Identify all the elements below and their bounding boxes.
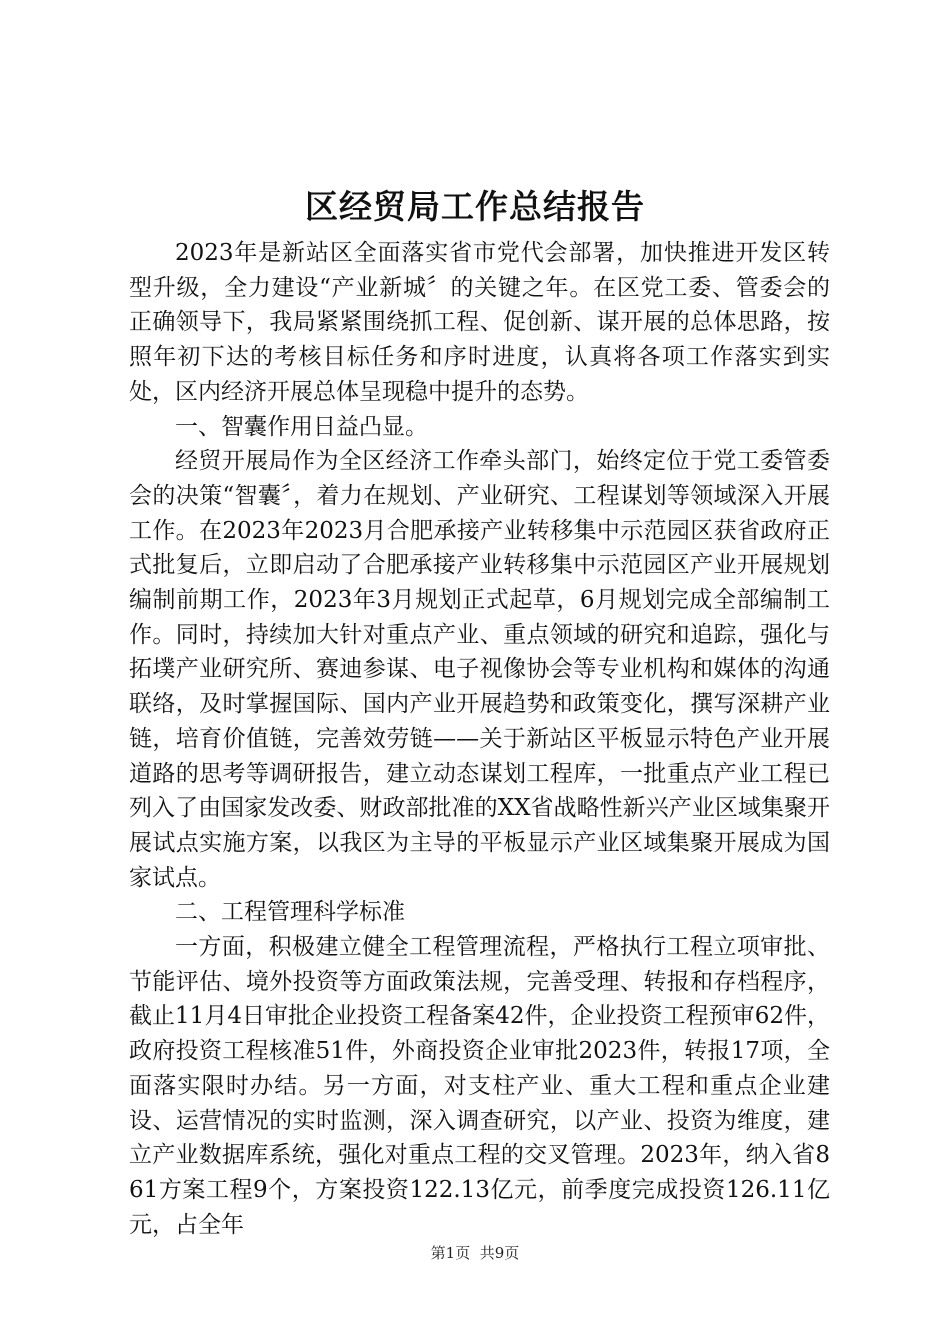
page-total: 共9页	[479, 1244, 520, 1262]
section-1-paragraph: 经贸开展局作为全区经济工作牵头部门，始终定位于党工委管委会的决策“智囊〞，着力在规划、产业研究、工程谋划等领域深入开展工作。在2023年2023月合肥承接产业转移集中示范园区获省政府正式批复后，立即启动了合肥承接产业转移集中示范园区产业开展规划编制前期工作，2023年3月规划正式起草，6月规划完成全部编制工作。同时，持续加大针对重点产业、重点领域的研究和追踪，强化与拓墣产业研究所、赛迪参谋、电子视像协会等专业机构和媒体的沟通联络，及时掌握国际、国内产业开展趋势和政策变化，撰写深耕产业链，培育价值链，完善效劳链——关于新站区平板显示特色产业开展道路的思考等调研报告，建立动态谋划工程库，一批重点产业工程已列入了由国家发改委、财政部批准的XX省战略性新兴产业区域集聚开展试点实施方案，以我区为主导的平板显示产业区域集聚开展成为国家试点。	[129, 448, 830, 891]
section-heading-2: 二、工程管理科学标准	[175, 899, 405, 926]
document-title: 区经贸局工作总结报告	[305, 187, 645, 226]
footer-spacer	[470, 1244, 480, 1262]
section-heading-1: 一、智囊作用日益凸显。	[175, 413, 428, 440]
section-2-paragraph: 一方面，积极建立健全工程管理流程，严格执行工程立项审批、节能评估、境外投资等方面政策法规，完善受理、转报和存档程序，截止11月4日审批企业投资工程备案42件，企业投资工程预审62件，政府投资工程核准51件，外商投资企业审批2023件，转报17项，全面落实限时办结。另一方面，对支柱产业、重大工程和重点企业建设、运营情况的实时监测，深入调查研究，以产业、投资为维度，建立产业数据库系统，强化对重点工程的交叉管理。2023年，纳入省861方案工程9个，方案投资122.13亿元，前季度完成投资126.11亿元，占全年	[129, 934, 830, 1238]
page-number: 第1页	[430, 1244, 471, 1262]
intro-paragraph: 2023年是新站区全面落实省市党代会部署，加快推进开发区转型升级，全力建设“产业新城〞的关键之年。在区党工委、管委会的正确领导下，我局紧紧围绕抓工程、促创新、谋开展的总体思路，按照年初下达的考核目标任务和序时进度，认真将各项工作落实到实处，区内经济开展总体呈现稳中提升的态势。	[129, 240, 830, 405]
page-footer	[0, 1242, 950, 1264]
document-body	[129, 236, 830, 1242]
